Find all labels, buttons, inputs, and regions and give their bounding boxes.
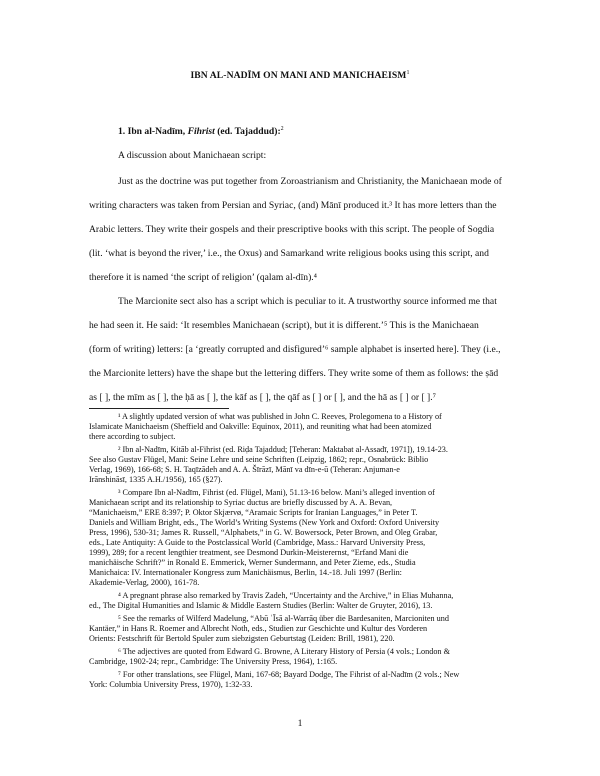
- paragraph-line: The Marcionite sect also has a script which is peculiar to it. A trustworthy source informed me that: [118, 296, 497, 307]
- footnote-line: manichäische Schrift?” in Ronald E. Emmerick, Werner Sundermann, and Peter Zieme, eds., Studia: [89, 558, 416, 567]
- section-edition: (ed. Tajaddud):: [217, 126, 281, 137]
- page-title: [0, 70, 600, 81]
- paragraph-line: therefore it is named ‘the script of religion’ (qalam al-dīn).⁴: [89, 272, 318, 283]
- section-number: 1.: [118, 126, 126, 137]
- footnote-line: ⁵ See the remarks of Wilferd Madelung, “Abū ʿĪsā al-Warrāq über die Bardesaniten, Marcioniten und: [118, 614, 449, 623]
- page-number: 1: [297, 718, 303, 729]
- paragraph-line: A discussion about Manichaean script:: [118, 150, 267, 161]
- section-author: Ibn al-Nadīm,: [127, 126, 186, 137]
- footnote-line: Verlag, 1969), 166-68; S. H. Taqīzādeh and A. A. Šīrāzī, Mānī va dīn-e-ū (Teheran: Anjuman-e: [89, 465, 400, 474]
- footnote-line: ed., The Digital Humanities and Islamic & Middle Eastern Studies (Berlin: Walter de Gruyter, 2016), 13.: [89, 601, 433, 610]
- section-heading: [118, 126, 284, 137]
- paragraph-line: (form of writing) letters: [a ‘greatly corrupted and disfigured’⁶ sample alphabet is inserted here]. They (i.e.,: [89, 344, 501, 355]
- paragraph-line: the Marcionite letters) have the shape but the lettering differs. They write some of them as follows: the ṣād: [89, 368, 499, 379]
- footnote-line: Akademie-Verlag, 2000), 161-78.: [89, 578, 200, 587]
- title-text: IBN AL-NADĪM ON MANI AND MANICHAEISM: [190, 70, 407, 81]
- footnote-line: Irānshināsī, 1335 A.H./1956), 165 (§27).: [89, 475, 223, 484]
- footnote-line: ⁴ A pregnant phrase also remarked by Travis Zadeh, “Uncertainty and the Archive,” in Elias Muhanna,: [118, 591, 454, 600]
- footnote-line: Manichaean script and its relationship to Syriac ductus are briefly discussed by A. A. Bevan,: [89, 498, 393, 507]
- footnote-line: “Manichaeism,” ERE 8:397; P. Oktor Skjærvø, “Aramaic Scripts for Iranian Languages,” in Peter T.: [89, 508, 418, 517]
- footnote-line: Kantäer,” in Hans R. Roemer and Albrecht Noth, eds., Studien zur Geschichte und Kultur des Vorderen: [89, 624, 428, 633]
- paragraph-line: he had seen it. He said: ‘It resembles Manichaean (script), but it is different.’⁵ This is the Manichaean: [89, 320, 479, 331]
- paragraph-line: Arabic letters. They write their gospels and their prescriptive books with this script. The people of Sogdia: [89, 224, 495, 235]
- footnote-line: Press, 1996), 530-31; James R. Russell, “Alphabets,” in G. W. Bowersock, Peter Brown, and Oleg Grabar,: [89, 528, 438, 537]
- footnote-line: York: Columbia University Press, 1970), 1:32-33.: [89, 680, 253, 689]
- footnote-line: Daniels and William Bright, eds., The World’s Writing Systems (New York and Oxford: Oxford University: [89, 518, 440, 527]
- footnote-line: ² Ibn al-Nadīm, Kitāb al-Fihrist (ed. Riḍa Tajaddud; [Teheran: Maktabat al-Assadī, 1971]), 19.14-23.: [118, 445, 448, 454]
- paragraph-line: Just as the doctrine was put together from Zoroastrianism and Christianity, the Manichaean mode of: [118, 176, 502, 187]
- footnote-line: ⁶ The adjectives are quoted from Edward G. Browne, A Literary History of Persia (4 vols.; London &: [118, 647, 450, 656]
- footnote-line: Islamicate Manichaeism (Sheffield and Oakville: Equinox, 2011), and reuniting what had been atomized: [89, 422, 432, 431]
- paragraph-line: (lit. ‘what is beyond the river,’ i.e., the Oxus) and Samarkand write religious books using this script, and: [89, 248, 489, 259]
- footnote-line: Orients: Festschrift für Bertold Spuler zum siebzigsten Geburtstag (Leiden: Brill, 1981), 220.: [89, 634, 395, 643]
- paragraph-line: as [ ], the mīm as [ ], the ḥā as [ ], the kāf as [ ], the qāf as [ ] or [ ], and the hā as [ ] or [ ].⁷: [89, 392, 436, 403]
- section-footnote-ref: 2: [280, 125, 284, 132]
- footnote-separator: [89, 408, 229, 409]
- footnote-line: ⁷ For other translations, see Flügel, Mani, 167-68; Bayard Dodge, The Fihrist of al-Nadīm (2 vols.; New: [118, 670, 460, 679]
- paragraph-line: writing characters was taken from Persian and Syriac, (and) Mānī produced it.³ It has more letters than the: [89, 200, 497, 211]
- footnote-line: Manichaica: IV. Internationaler Kongress zum Manichäismus, Berlin, 14.-18. Juli 1997 (Berlin:: [89, 568, 402, 577]
- footnote-line: ³ Compare Ibn al-Nadīm, Fihrist (ed. Flügel, Mani), 51.13-16 below. Mani’s alleged invention of: [118, 488, 435, 497]
- footnote-line: eds., Late Antiquity: A Guide to the Postclassical World (Cambridge, Mass.: Harvard University Press,: [89, 538, 426, 547]
- footnote-line: there according to subject.: [89, 432, 176, 441]
- footnote-line: Cambridge, 1902-24; repr., Cambridge: The University Press, 1964), 1:165.: [89, 657, 338, 666]
- section-work: Fihrist: [187, 126, 215, 137]
- footnote-line: See also Gustav Flügel, Mani: Seine Lehre und seine Schriften (Leipzig, 1862; repr., Osnabrück: Biblio: [89, 455, 429, 464]
- footnote-line: ¹ A slightly updated version of what was published in John C. Reeves, Prolegomena to a History of: [118, 412, 442, 421]
- title-footnote-ref: 1: [406, 69, 410, 76]
- footnote-line: 1999), 289; for a recent lengthier treatment, see Desmond Durkin-Meisterernst, “Erfand Mani die: [89, 548, 409, 557]
